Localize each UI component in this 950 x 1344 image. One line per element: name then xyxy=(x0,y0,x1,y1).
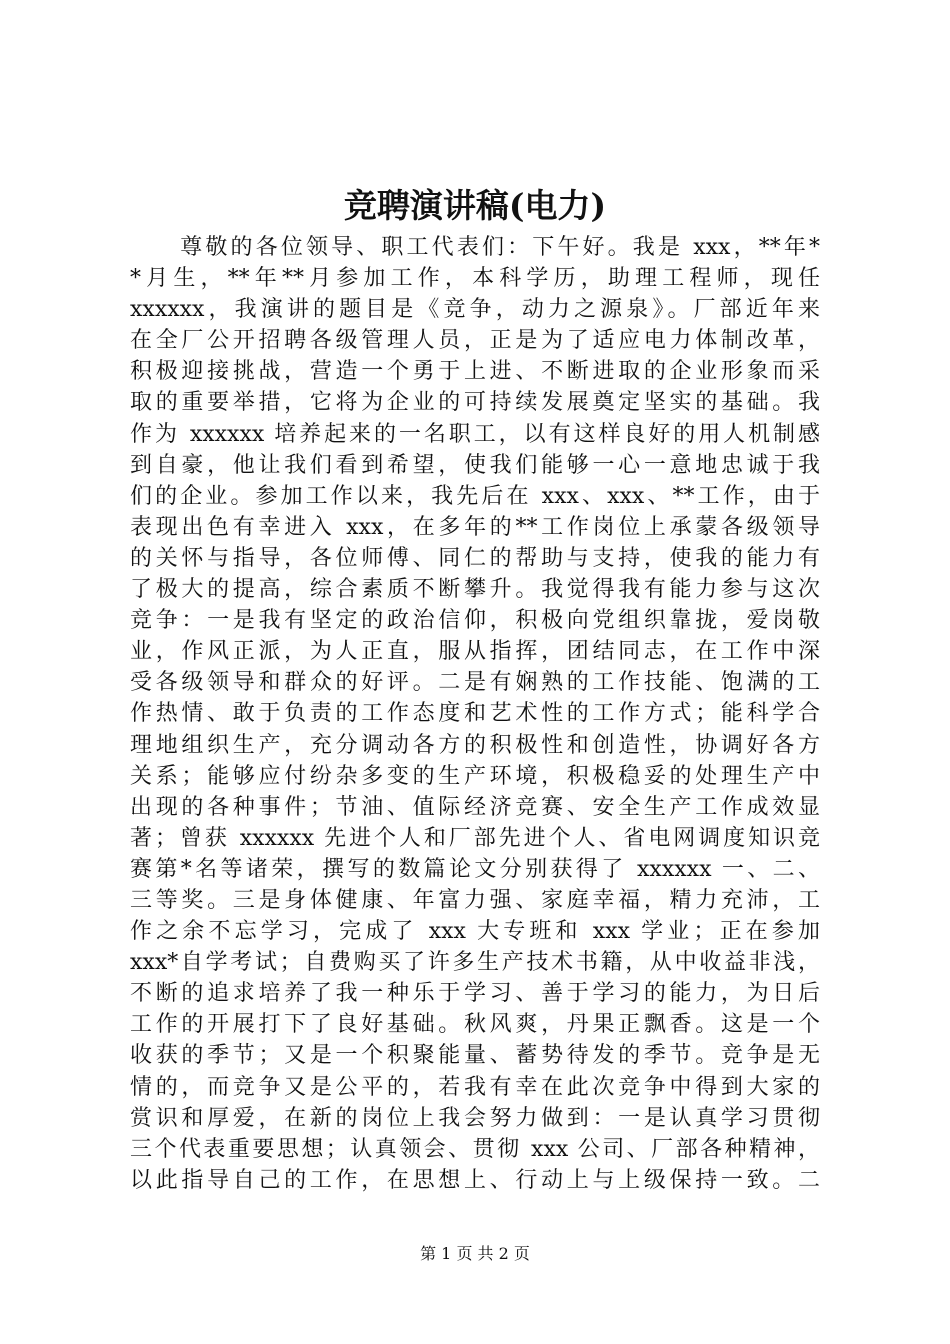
body-line: 以此指导自己的工作，在思想上、行动上与上级保持一致。二 xyxy=(130,1167,820,1193)
body-line: 尊敬的各位领导、职工代表们：下午好。我是 xxx，**年* xyxy=(130,235,820,260)
body-line: 竞争：一是我有坚定的政治信仰，积极向党组织靠拢，爱岗敬 xyxy=(130,608,820,634)
body-line: 积极迎接挑战，营造一个勇于上进、不断进取的企业形象而采 xyxy=(130,359,820,385)
body-line: xxx*自学考试；自费购买了许多生产技术书籍，从中收益非浅， xyxy=(130,950,820,976)
body-line: 收获的季节；又是一个积聚能量、蓄势待发的季节。竞争是无 xyxy=(130,1043,820,1069)
body-line: 情的，而竞争又是公平的，若我有幸在此次竞争中得到大家的 xyxy=(130,1074,820,1100)
body-line: 的关怀与指导，各位师傅、同仁的帮助与支持，使我的能力有 xyxy=(130,545,820,571)
body-line: 理地组织生产，充分调动各方的积极性和创造性，协调好各方 xyxy=(130,732,820,758)
body-line: 们的企业。参加工作以来，我先后在 xxx、xxx、**工作，由于 xyxy=(130,483,820,509)
body-line: 到自豪，他让我们看到希望，使我们能够一心一意地忠诚于我 xyxy=(130,452,820,478)
body-line: *月生，**年**月参加工作，本科学历，助理工程师，现任 xyxy=(130,266,820,292)
body-line: 出现的各种事件；节油、值际经济竞赛、安全生产工作成效显 xyxy=(130,794,820,820)
body-line: 取的重要举措，它将为企业的可持续发展奠定坚实的基础。我 xyxy=(130,390,820,416)
body-line: 作热情、敢于负责的工作态度和艺术性的工作方式；能科学合 xyxy=(130,701,820,727)
body-line: 业，作风正派，为人正直，服从指挥，团结同志，在工作中深 xyxy=(130,639,820,665)
body-line: 作之余不忘学习，完成了 xxx 大专班和 xxx 学业；正在参加 xyxy=(130,919,820,945)
body-line: 三个代表重要思想；认真领会、贯彻 xxx 公司、厂部各种精神， xyxy=(130,1136,820,1162)
document-title: 竞聘演讲稿(电力) xyxy=(343,186,607,225)
body-line: 三等奖。三是身体健康、年富力强、家庭幸福，精力充沛，工 xyxy=(130,887,820,913)
document-body xyxy=(130,232,820,1196)
body-line: 赏识和厚爱，在新的岗位上我会努力做到：一是认真学习贯彻 xyxy=(130,1105,820,1131)
body-line: 作为 xxxxxx 培养起来的一名职工，以有这样良好的用人机制感 xyxy=(130,421,820,447)
body-line: 工作的开展打下了良好基础。秋风爽，丹果正飘香。这是一个 xyxy=(130,1012,820,1038)
body-line: 了极大的提高，综合素质不断攀升。我觉得我有能力参与这次 xyxy=(130,577,820,603)
body-line: 不断的追求培养了我一种乐于学习、善于学习的能力，为日后 xyxy=(130,981,820,1007)
body-line: xxxxxx，我演讲的题目是《竞争，动力之源泉》。厂部近年来 xyxy=(130,297,820,323)
body-line: 赛第*名等诸荣，撰写的数篇论文分别获得了 xxxxxx 一、二、 xyxy=(130,856,820,882)
body-line: 受各级领导和群众的好评。二是有娴熟的工作技能、饱满的工 xyxy=(130,670,820,696)
body-line: 关系；能够应付纷杂多变的生产环境，积极稳妥的处理生产中 xyxy=(130,763,820,789)
body-line: 表现出色有幸进入 xxx，在多年的**工作岗位上承蒙各级领导 xyxy=(130,514,820,540)
body-line: 著；曾获 xxxxxx 先进个人和厂部先进个人、省电网调度知识竞 xyxy=(130,825,820,851)
body-line: 在全厂公开招聘各级管理人员，正是为了适应电力体制改革， xyxy=(130,328,820,354)
page-footer: 第 1 页 共 2 页 xyxy=(420,1244,530,1263)
